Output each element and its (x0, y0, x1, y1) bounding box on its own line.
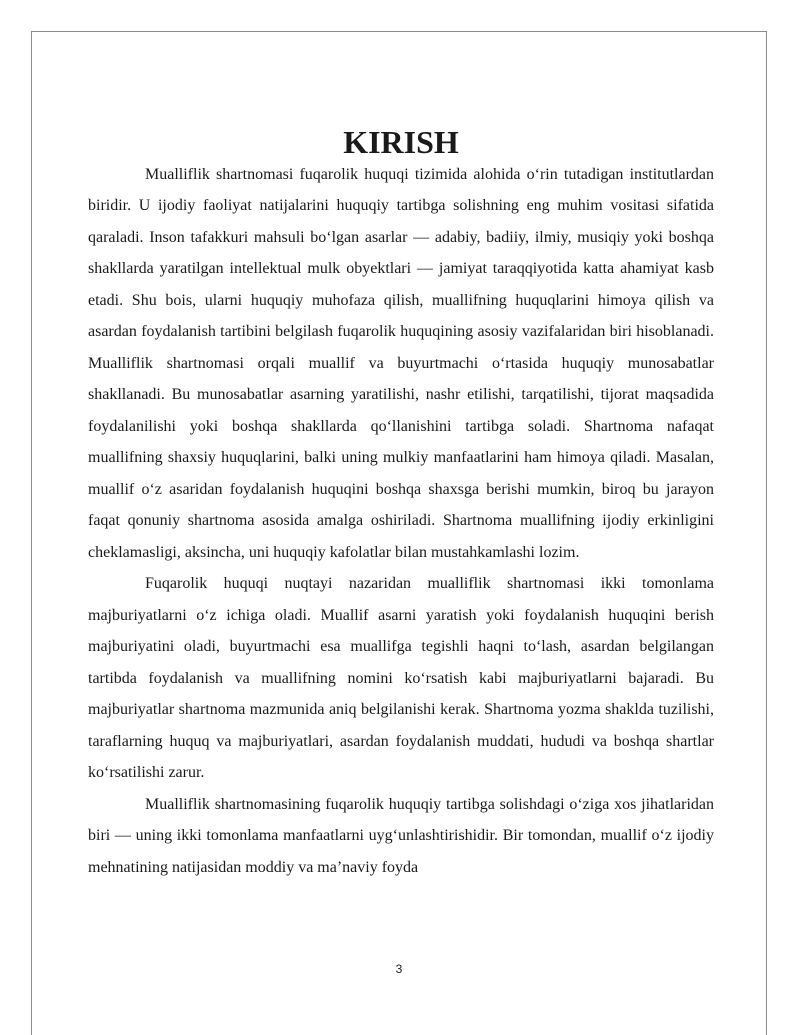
paragraph-2: Fuqarolik huquqi nuqtayi nazaridan mualliflik shartnomasi ikki tomonlama majburiyatlarni o‘z ichiga oladi. Muallif asarni yaratish yoki foydalanish huquqini berish majburiyatini oladi, buyurtmachi esa muallifga tegishli haqni to‘lash, asardan belgilangan tartibda foydalanish va muallifning nomini ko‘rsatish kabi majburiyatlarni bajaradi. Bu majburiyatlar shartnoma mazmunida aniq belgilanishi kerak. Shartnoma yozma shaklda tuzilishi, taraflarning huquq va majburiyatlari, asardan foydalanish muddati, hududi va boshqa shartlar ko‘rsatilishi zarur. (88, 575, 714, 781)
page-number: 3 (395, 962, 403, 976)
page-title: KIRISH (343, 124, 459, 160)
paragraph-1: Mualliflik shartnomasi fuqarolik huquqi tizimida alohida o‘rin tutadigan institutlardan biridir. U ijodiy faoliyat natijalarini huquqiy tartibga solishning eng muhim vositasi sifatida qaraladi. Inson tafakkuri mahsuli bo‘lgan asarlar — adabiy, badiiy, ilmiy, musiqiy yoki boshqa shakllarda yaratilgan intellektual mulk obyektlari — jamiyat taraqqiyotida katta ahamiyat kasb etadi. Shu bois, ularni huquqiy muhofaza qilish, muallifning huquqlarini himoya qilish va asardan foydalanish tartibini belgilash fuqarolik huquqining asosiy vazifalaridan biri hisoblanadi. Mualliflik shartnomasi orqali muallif va buyurtmachi o‘rtasida huquqiy munosabatlar shakllanadi. Bu munosabatlar asarning yaratilishi, nashr etilishi, tarqatilishi, tijorat maqsadida foydalanilishi yoki boshqa shakllarda qo‘llanishini tartibga soladi. Shartnoma nafaqat muallifning shaxsiy huquqlarini, balki uning mulkiy manfaatlarini ham himoya qiladi. Masalan, muallif o‘z asaridan foydalanish huquqini boshqa shaxsga berishi mumkin, biroq bu jarayon faqat qonuniy shartnoma asosida amalga oshiriladi. Shartnoma muallifning ijodiy erkinligini cheklamasligi, aksincha, uni huquqiy kafolatlar bilan mustahkamlashi lozim. (88, 165, 714, 561)
document-page (31, 31, 767, 1035)
document-body (88, 124, 714, 883)
paragraph-3: Mualliflik shartnomasining fuqarolik huquqiy tartibga solishdagi o‘ziga xos jihatlaridan biri — uning ikki tomonlama manfaatlarni uyg‘unlashtirishidir. Bir tomondan, muallif o‘z ijodiy mehnatining natijasidan moddiy va ma’naviy foyda (88, 795, 714, 876)
